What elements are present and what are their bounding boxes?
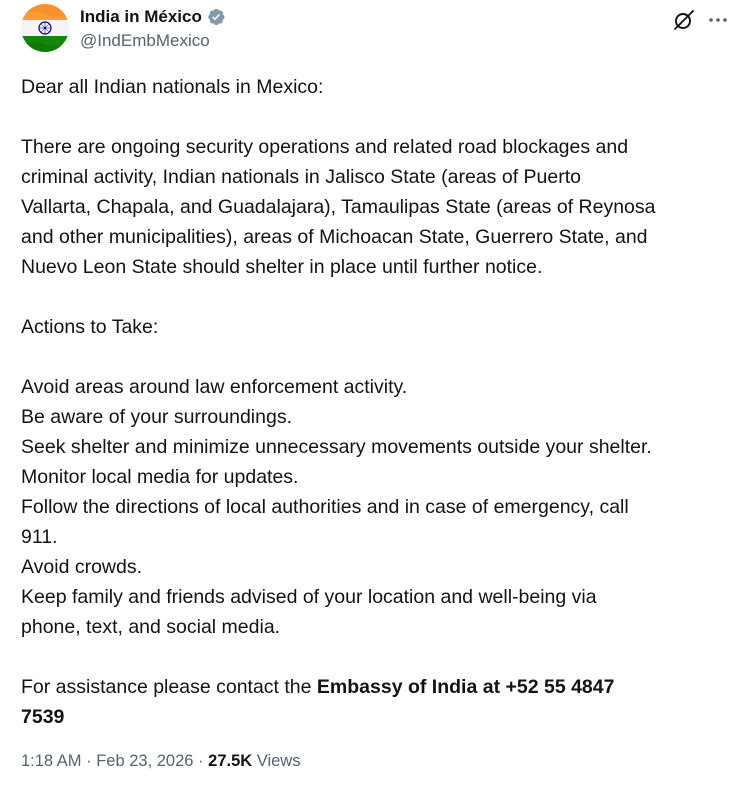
actions-heading: Actions to Take: — [21, 316, 159, 338]
blank-line — [21, 342, 733, 372]
separator: · — [193, 752, 209, 770]
intro-line: Nuevo Leon State should shelter in place until further notice. — [21, 256, 543, 278]
tweet-date: Feb 23, 2026 — [96, 752, 194, 770]
tweet-time: 1:18 AM — [21, 752, 82, 770]
tweet-text — [21, 72, 733, 732]
grok-icon[interactable] — [672, 8, 696, 32]
author-handle[interactable]: @IndEmbMexico — [80, 31, 210, 50]
action-line: phone, text, and social media. — [21, 616, 281, 638]
tweet-meta — [21, 752, 300, 771]
contact-phone-continued: 7539 — [21, 706, 65, 728]
action-line: Keep family and friends advised of your location and well-being via — [21, 586, 597, 608]
india-flag-avatar-icon — [21, 4, 69, 52]
tweet-time-link[interactable] — [21, 752, 193, 770]
views-count: 27.5K — [208, 752, 253, 770]
contact-embassy-phone: Embassy of India at +52 55 4847 — [316, 676, 615, 698]
action-line: Avoid crowds. — [21, 556, 143, 578]
views-link[interactable] — [208, 752, 300, 770]
tweet-header — [21, 4, 731, 56]
intro-line: Vallarta, Chapala, and Guadalajara), Tamaulipas State (areas of Reynosa — [21, 196, 656, 218]
action-line: Be aware of your surroundings. — [21, 406, 292, 428]
action-line: 911. — [21, 526, 58, 548]
action-line: Seek shelter and minimize unnecessary movements outside your shelter. — [21, 436, 652, 458]
action-line: Follow the directions of local authorities and in case of emergency, call — [21, 496, 629, 518]
author-name-row[interactable] — [80, 6, 226, 28]
action-line: Avoid areas around law enforcement activity. — [21, 376, 408, 398]
views-label: Views — [252, 752, 301, 770]
greeting-line: Dear all Indian nationals in Mexico: — [21, 76, 324, 98]
intro-line: criminal activity, Indian nationals in Jalisco State (areas of Puerto — [21, 166, 581, 188]
author-names — [80, 6, 226, 51]
intro-line: There are ongoing security operations and related road blockages and — [21, 136, 629, 158]
contact-line — [21, 672, 733, 702]
avatar[interactable] — [21, 4, 69, 52]
intro-line: and other municipalities), areas of Michoacan State, Guerrero State, and — [21, 226, 648, 248]
blank-line — [21, 282, 733, 312]
display-name[interactable]: India in México — [80, 7, 202, 26]
contact-prefix: For assistance please contact the — [21, 676, 317, 698]
blank-line — [21, 102, 733, 132]
verified-badge-icon[interactable] — [206, 7, 226, 27]
separator: · — [81, 752, 97, 770]
blank-line — [21, 642, 733, 672]
action-line: Monitor local media for updates. — [21, 466, 299, 488]
more-options-icon[interactable] — [706, 8, 730, 32]
